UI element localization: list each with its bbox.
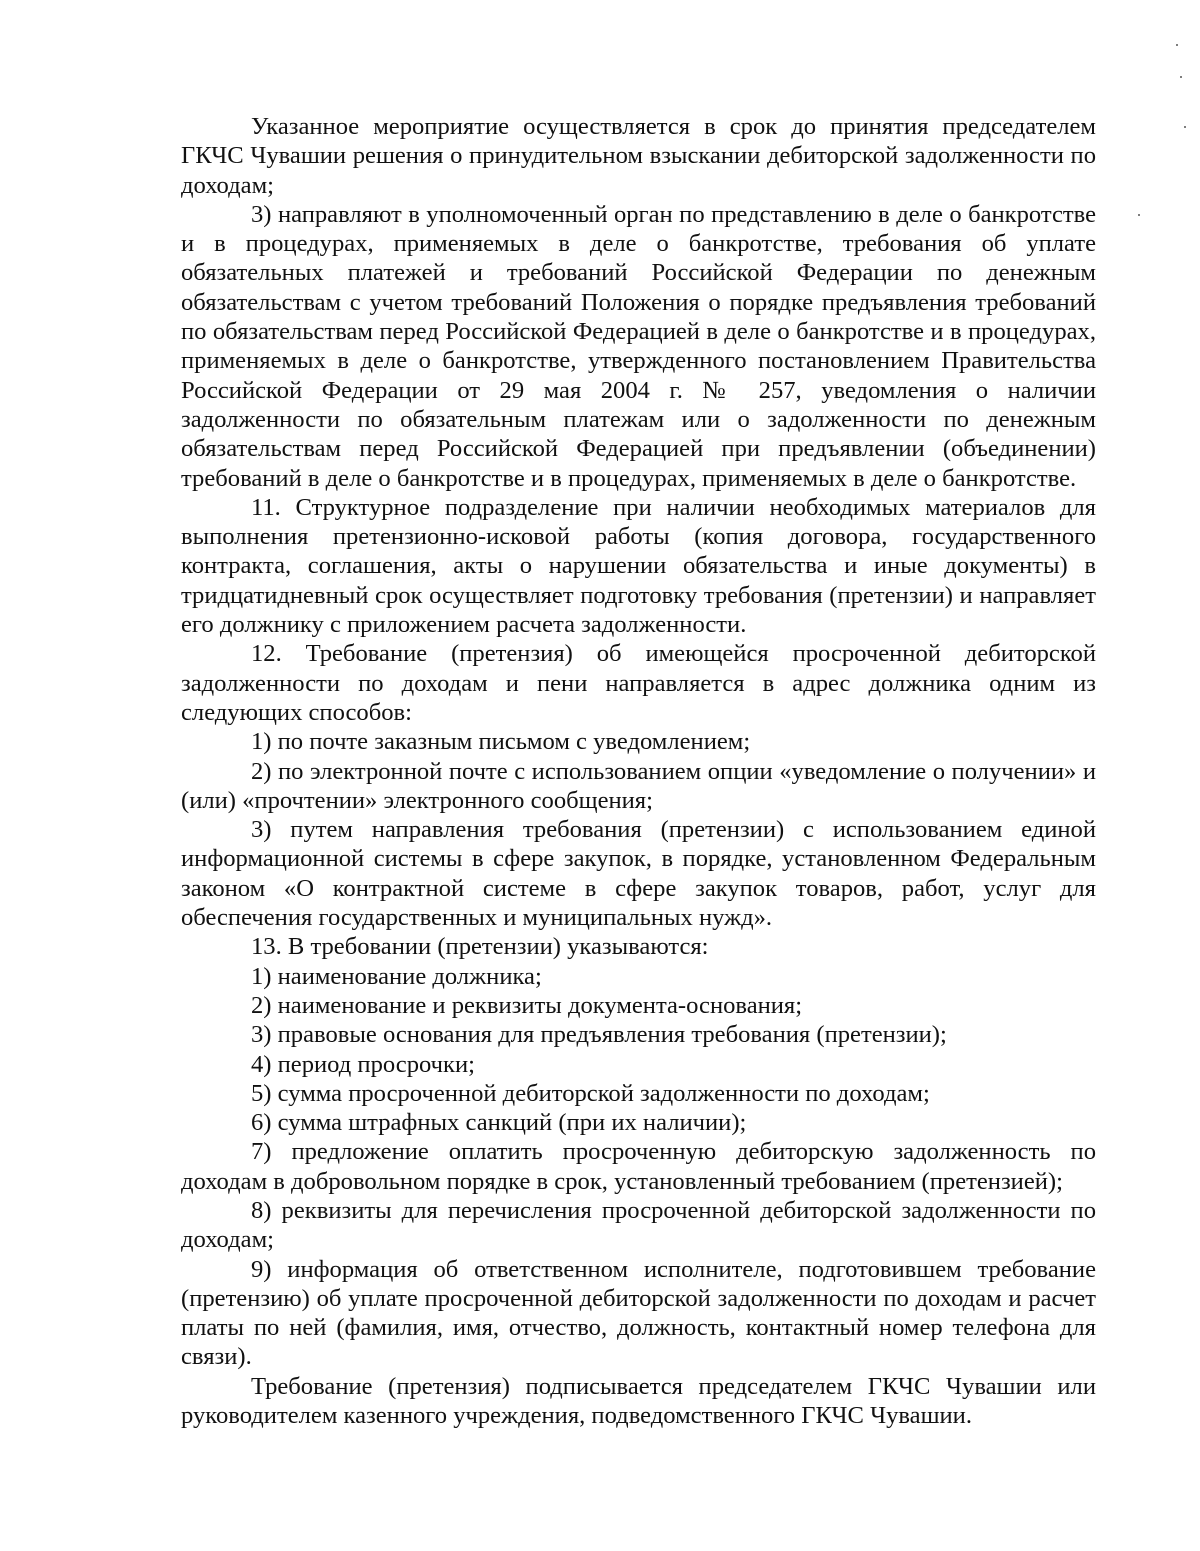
list-item: 7) предложение оплатить просроченную дебиторскую задолженность по доходам в добровольном порядке в срок, установленный требованием (претензией); <box>181 1138 1096 1195</box>
paragraph: 11. Структурное подразделение при наличии необходимых материалов для выполнения претензионно-исковой работы (копия договора, государственного контракта, соглашения, акты о нарушении обязательства и иные документы) в тридцатидневный срок осуществляет подготовку требования (претензии) и направляет его должнику с приложением расчета задолженности. <box>181 493 1096 639</box>
paragraph: Требование (претензия) подписывается председателем ГКЧС Чувашии или руководителем казенного учреждения, подведомственного ГКЧС Чувашии. <box>181 1372 1096 1430</box>
scan-speck <box>1184 126 1186 128</box>
paragraph: 13. В требовании (претензии) указываются: <box>251 933 709 961</box>
list-item: 4) период просрочки; <box>251 1050 475 1078</box>
paragraph: Указанное мероприятие осуществляется в срок до принятия председателем ГКЧС Чувашии решения о принудительном взыскании дебиторской задолженности по доходам; <box>181 113 1096 199</box>
list-item: 1) по почте заказным письмом с уведомлением; <box>251 728 751 756</box>
document-body <box>181 112 1096 1430</box>
list-item: 2) наименование и реквизиты документа-основания; <box>251 991 803 1019</box>
list-item: 2) по электронной почте с использованием опции «уведомление о получении» и (или) «прочтении» электронного сообщения; <box>181 757 1096 814</box>
scan-speck <box>1180 76 1182 78</box>
list-item: 5) сумма просроченной дебиторской задолженности по доходам; <box>251 1079 930 1107</box>
scan-speck <box>1138 214 1140 216</box>
list-item: 3) правовые основания для предъявления требования (претензии); <box>251 1021 947 1049</box>
list-item: 6) сумма штрафных санкций (при их наличии); <box>251 1109 747 1137</box>
scan-speck <box>1176 44 1178 46</box>
paragraph: 12. Требование (претензия) об имеющейся просроченной дебиторской задолженности по доходам и пени направляется в адрес должника одним из следующих способов: <box>181 640 1096 726</box>
list-item: 8) реквизиты для перечисления просроченной дебиторской задолженности по доходам; <box>181 1196 1096 1254</box>
paragraph: 3) направляют в уполномоченный орган по представлению в деле о банкротстве и в процедурах, применяемых в деле о банкротстве, требования об уплате обязательных платежей и требований Российской Федерации по денежным обязательствам с учетом требований Положения о порядке предъявления требований по обязательствам перед Российской Федерацией в деле о банкротстве и в процедурах, применяемых в деле о банкротстве, утвержденного постановлением Правительства Российской Федерации от 29 мая 2004 г. № 257, уведомления о наличии задолженности по обязательным платежам или о задолженности по денежным обязательствам перед Российской Федерацией при предъявлении (объединении) требований в деле о банкротстве и в процедурах, применяемых в деле о банкротстве. <box>181 200 1096 492</box>
list-item: 9) информация об ответственном исполнителе, подготовившем требование (претензию) об уплате просроченной дебиторской задолженности по доходам и расчет платы по ней (фамилия, имя, отчество, должность, контактный номер телефона для связи). <box>181 1255 1096 1371</box>
list-item: 3) путем направления требования (претензии) с использованием единой информационной системы в сфере закупок, в порядке, установленном Федеральным законом «О контрактной системе в сфере закупок товаров, работ, услуг для обеспечения государственных и муниципальных нужд». <box>181 816 1096 932</box>
list-item: 1) наименование должника; <box>251 962 542 990</box>
